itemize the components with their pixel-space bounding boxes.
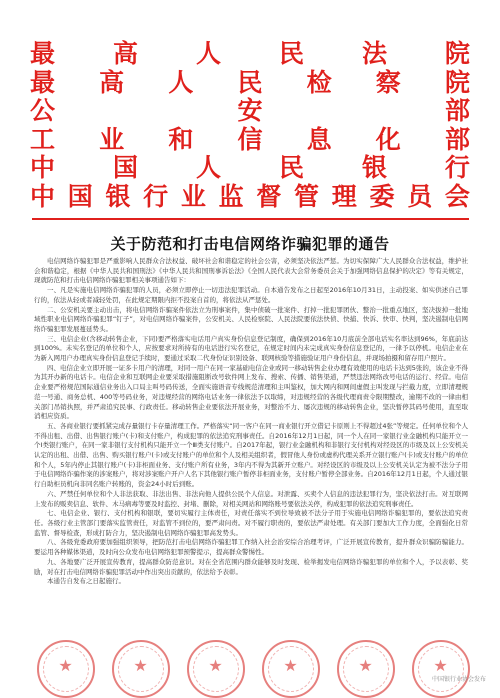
body-paragraph: 九、各地要广泛开展宣传教育，提高群众防范意识。对在全省范围内群众能够及时发现、检举揭发电信网络诈骗犯罪的单位和个人，予以表彰、奖励，对在打击电信网络诈骗犯罪活动中作出突出贡献的，依法给予表彰。 — [34, 557, 468, 576]
issuer-char: 行 — [143, 181, 169, 211]
body-paragraph: 七、电信企业、银行、支付机构和银联，要切实履行主体责任，对责任落实不到位导致被不法分子用于实施电信网络诈骗犯罪的，要依法追究责任。各级行业主管部门要落实监管责任，对监管不到位的，要严肃问责。对不履行职责的，要依法严肃处理。有关部门要加大工作力度，全面强化日常监管、督导检查，形成打防合力，坚决遏制电信网络诈骗犯罪高发势头。 — [34, 509, 468, 537]
official-seal — [112, 640, 170, 698]
issuer-char: 人 — [195, 39, 221, 68]
body-paragraph: 五、各商业银行要抓紧完成存量银行卡存量清理工作。严格落实“同一客户在同一商业银行开立借记卡原则上不得超过4张”等规定。任何单位和个人不得出租、出借、出售银行账户(卡)和支付账户，构成犯罪的依法追究刑事责任。自2016年12月1日起，同一个人在同一家银行业金融机构只能开立一个I类银行账户，在同一家非银行支付机构只能开立一个Ⅲ类支付账户。自2017年起，银行业金融机构和非银行支付机构对经设区的市级及以上公安机关认定的出租、出借、出售、购买银行账户(卡)或支付账户的单位和个人及相关组织者，假冒他人身份或虚构代理关系开立银行账户(卡)或支付账户的单位和个人，5年内停止其银行账户(卡)非柜面业务、支付账户所有业务，3年内不得为其新开立账户。对经设区的市级及以上公安机关认定为被不法分子用于电信网络诈骗作案的涉案账户，将对涉案账户开户人名下其他银行账户暂停非柜面业务，支付账户暂停全部业务。自2016年12月1日起，个人通过银行自助柜员机向非同名账户转账的，资金24小时后到账。 — [34, 421, 468, 489]
issuer-char: 工 — [30, 124, 56, 154]
issuer-char: 中 — [30, 181, 56, 211]
issuer-char: 管 — [294, 181, 320, 211]
issuer-char: 院 — [444, 39, 470, 68]
issuer-name — [30, 97, 470, 126]
issuer-char: 业 — [99, 124, 125, 154]
issuer-char: 化 — [375, 124, 401, 154]
body-paragraph: 本通告自发布之日起施行。 — [47, 577, 125, 586]
issuer-char: 民 — [278, 153, 304, 182]
body-paragraph: 电信网络诈骗犯罪是严重影响人民群众合法权益、破坏社会和谐稳定的社会公害，必须坚决依法严惩。为切实保障广大人民群众合法权益，维护社会和谐稳定，根据《中华人民共和国刑法》《中华人民共和国刑事诉讼法》《全国人民代表大会常务委员会关于加强网络信息保护的决定》等有关规定，现就防范和打击电信网络诈骗犯罪相关事项通告如下： — [34, 257, 468, 285]
issuer-char: 国 — [67, 181, 93, 211]
issuer-char: 息 — [306, 124, 332, 154]
watermark-text: 中国银行业协会发布 — [431, 676, 486, 683]
issuer-char: 最 — [30, 67, 56, 97]
issuer-char: 院 — [444, 67, 470, 97]
issuer-char: 银 — [105, 181, 131, 211]
notice-title: 关于防范和打击电信网络诈骗犯罪的通告 — [110, 235, 390, 253]
issuer-char: 安 — [237, 96, 263, 125]
issuer-name — [30, 69, 470, 98]
issuer-char: 和 — [168, 124, 194, 154]
issuer-char: 委 — [369, 181, 395, 211]
notice-body — [34, 257, 468, 587]
issuer-char: 监 — [218, 181, 244, 211]
issuer-char: 高 — [112, 39, 138, 68]
official-seal — [187, 640, 245, 698]
issuer-char: 公 — [30, 96, 56, 125]
issuer-char: 部 — [444, 96, 470, 125]
body-paragraph: 六、严禁任何单位和个人非法获取、非法出售、非法向他人提供公民个人信息。对泄露、买卖个人信息的违法犯罪行为，坚决依法打击。对互联网上发布的贩卖信息、软件、木马病毒等要及时监控、封堵、删除，对相关网站和网络账号要依法关停，构成犯罪的依法追究刑事责任。 — [34, 489, 468, 508]
seal-star-icon: ★ — [133, 656, 148, 675]
issuer-char: 人 — [168, 67, 194, 97]
official-seals — [28, 640, 478, 687]
seal-star-icon: ★ — [358, 656, 373, 675]
official-seal — [337, 640, 395, 698]
seal-star-icon: ★ — [283, 656, 298, 675]
issuer-char: 民 — [237, 67, 263, 97]
issuer-char: 法 — [361, 39, 387, 68]
issuer-char: 高 — [99, 67, 125, 97]
issuer-char: 国 — [112, 153, 138, 182]
body-paragraph: 一、凡是实施电信网络诈骗犯罪的人员，必须立即停止一切违法犯罪活动。自本通告发布之日起至2016年10月31日，主动投案、如实供述自己罪行的，依法从轻或者减轻处罚，在此规定期限内拒不投案自首的，将依法从严惩处。 — [34, 286, 468, 304]
issuer-char: 会 — [444, 181, 470, 211]
issuer-char: 人 — [195, 153, 221, 182]
body-paragraph: 八、各级党委政府要加强组织领导，把防范打击电信网络诈骗犯罪工作纳入社会治安综合治理考评，广泛开展宣传教育，提升群众识骗防骗能力。要运用各种媒体渠道，及时向公众发布电信网络犯罪预警提示，提高群众警惕性。 — [34, 538, 468, 557]
issuer-char: 最 — [30, 39, 56, 68]
issuer-char: 中 — [30, 153, 56, 182]
issuer-char: 检 — [306, 67, 332, 97]
official-seal — [412, 640, 470, 698]
issuer-char: 民 — [278, 39, 304, 68]
body-paragraph: 二、公安机关要主动出击，将电信网络诈骗案件依法立为刑事案件，集中侦破一批案件、打掉一批犯罪团伙、整治一批重点地区，坚决拔掉一批地域性职业电信网络诈骗犯罪“钉子”，对电信网络诈骗案件，公安机关、人民检察院、人民法院要依法快侦、快捕、快诉、快审、快判，坚决遏制电信网络诈骗犯罪发展蔓延势头。 — [34, 305, 468, 333]
seal-star-icon: ★ — [208, 656, 223, 675]
issuer-char: 行 — [444, 153, 470, 182]
body-paragraph: 三、电信企业(含移动转售企业，下同)要严格落实电话用户真实身份信息登记制度，确保到2016年10月底前全部电话实名率达到96%，年底前达到100%。未实名登记的单位和个人，应按要求对所持有的电话进行实名登记，在规定时间内未完成真实身份信息登记的，一律予以停机。电信企业在为新入网用户办理真实身份信息登记手续时，要通过采取二代身份证识别设备、联网核验等措施验证用户身份信息，并现场拍摄和留存用户照片。 — [34, 334, 468, 363]
issuer-char: 信 — [237, 124, 263, 154]
issuer-name — [30, 154, 470, 183]
letterhead-divider — [32, 218, 469, 220]
official-seal — [37, 640, 95, 698]
issuer-char: 员 — [407, 181, 433, 211]
official-seal — [262, 640, 320, 698]
issuer-name — [30, 126, 470, 155]
body-paragraph: 四、电信企业立即开展一证多卡用户的清理，对同一用户在同一家基础电信企业或同一移动转售企业办理有效使用的电话卡达到5张的，该企业不得为其开办新的电话卡。电信企业和互联网企业要采取措施阻断改号软件网上发布、搜索、传播、销售渠道，严禁违法网络改号电话的运行、经营。电信企业要严格规范国际通信业务出入口局主叫号码传送，全面实施语音专线规范清理和主叫鉴权，加大网内和网间虚假主叫发现与拦截力度，立即清理规范一号通、商务总机、400等号码业务，对违规经营的网络电话业务一律依法予以取缔，对违规经营的各级代理商责令限期整改，逾期不改的一律由相关部门吊销执照，并严肃追究民事、行政责任。移动转售企业要依法开展业务，对整治不力、屡次违规的移动转售企业，坚决暂停其码号使用，直至取消相应资质。 — [34, 363, 468, 421]
issuer-name — [30, 183, 470, 212]
seal-star-icon: ★ — [58, 656, 73, 675]
issuer-char: 业 — [180, 181, 206, 211]
issuer-char: 理 — [331, 181, 357, 211]
issuer-letterhead — [30, 40, 470, 211]
issuer-char: 督 — [256, 181, 282, 211]
issuer-char: 银 — [361, 153, 387, 182]
issuer-char: 察 — [375, 67, 401, 97]
issuer-char: 部 — [444, 124, 470, 154]
seal-star-icon: ★ — [433, 656, 448, 675]
issuer-name — [30, 40, 470, 69]
